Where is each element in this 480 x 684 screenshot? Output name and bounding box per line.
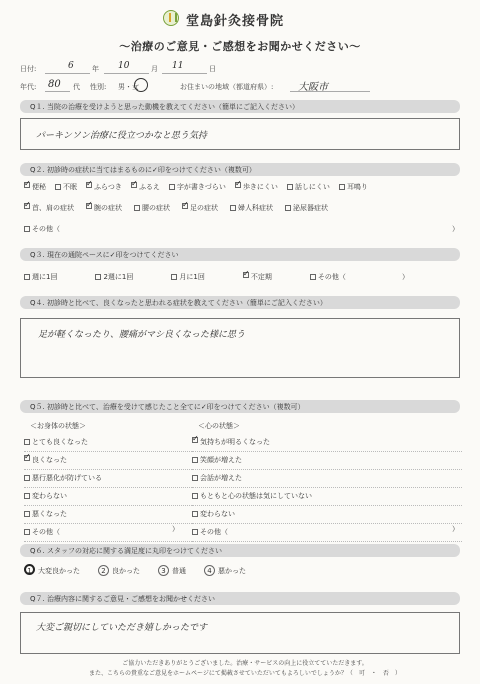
q3-pace-1-label: 2週に1回 [103, 273, 134, 281]
q5-body-header: ＜お身体の状態＞ [30, 422, 86, 430]
q5-mind-5-checkbox[interactable] [192, 529, 198, 535]
q2-symptom-3-label: ふるえ [138, 183, 160, 191]
q2-area-2-label: 腰の症状 [142, 204, 170, 212]
q2-symptom-1-label: 不眠 [63, 183, 77, 191]
q6-option-3[interactable] [204, 565, 246, 576]
q5-body-5-label: その他（ [32, 528, 60, 536]
q2-symptom-6-checkbox[interactable] [287, 184, 293, 190]
q2-symptom-7[interactable] [339, 182, 368, 192]
q2-other-label: その他（ [32, 225, 60, 233]
q2-symptom-0[interactable] [24, 182, 46, 192]
q5-mind-2-checkbox[interactable] [192, 475, 198, 481]
q2-symptom-4[interactable] [169, 182, 226, 192]
q6-option-1[interactable] [98, 565, 140, 576]
q2-area-5-label: 泌尿器症状 [293, 204, 328, 212]
q3-pace-0[interactable] [24, 272, 57, 282]
q5-mind-0-checkbox[interactable] [192, 437, 198, 443]
q5-body-0[interactable] [24, 434, 194, 452]
q2-symptom-3-checkbox[interactable] [131, 182, 137, 188]
age-label: 年代: [20, 83, 37, 91]
q3-pace-3-label: 不定期 [250, 273, 272, 281]
q5-body-1[interactable] [24, 452, 194, 470]
q5-mind-4-label: 変わらない [200, 510, 235, 518]
q6-option-number[interactable]: 1 [24, 564, 35, 575]
day-line [162, 73, 207, 74]
q3-question: Q３. 現在の通院ペースに✓印をつけてください [20, 248, 460, 261]
area-label: お住まいの地域（都道府県）: [180, 83, 274, 91]
q6-option-2[interactable] [158, 565, 186, 576]
q5-body-0-checkbox[interactable] [24, 439, 30, 445]
q6-option-label: 大変良かった [38, 567, 80, 575]
q2-question: Q２. 初診時の症状に当てはまるものに✓印をつけてください（複数可） [20, 163, 460, 176]
q5-body-4[interactable] [24, 506, 194, 524]
q1-question: Q１. 当院の治療を受けようと思った動機を教えてください（簡単にご記入ください） [20, 100, 460, 113]
q3-pace-4[interactable] [310, 272, 346, 282]
q5-body-3-label: 変わらない [32, 492, 67, 500]
q2-symptom-0-label: 便秘 [32, 183, 46, 191]
q2-symptom-6-label: 話しにくい [294, 183, 330, 191]
q3-pace-4-label: その他（ [317, 273, 346, 281]
q2-area-1-checkbox[interactable] [86, 203, 92, 209]
q2-symptom-6[interactable] [287, 182, 330, 192]
q2-symptom-1[interactable] [55, 182, 77, 192]
q1-answer: パーキンソン治療に役立つかなと思う気持 [36, 131, 207, 141]
q2-symptom-row-1 [24, 182, 464, 192]
q5-mind-5-label: その他（ [200, 528, 228, 536]
q2-area-5-checkbox[interactable] [285, 205, 291, 211]
q5-mind-3-label: もともと心の状態は気にしていない [200, 492, 312, 500]
q2-area-2-checkbox[interactable] [134, 205, 140, 211]
date-label: 日付: [20, 65, 37, 73]
q5-body-close: ） [172, 525, 179, 533]
day-value: 11 [172, 61, 184, 71]
q3-pace-3[interactable] [243, 272, 272, 282]
q3-pace-4-checkbox[interactable] [310, 274, 316, 280]
q5-body-1-checkbox[interactable] [24, 455, 30, 461]
q6-option-number[interactable]: 2 [98, 565, 109, 576]
q5-body-3[interactable] [24, 488, 194, 506]
q5-mind-0-label: 気持ちが明るくなった [200, 438, 270, 446]
q2-area-4-label: 婦人科症状 [238, 204, 273, 212]
q3-pace-2-label: 月に1回 [179, 273, 205, 281]
q2-symptom-0-checkbox[interactable] [24, 182, 30, 188]
q5-body-5-checkbox[interactable] [24, 529, 30, 535]
q3-other-close: ） [402, 273, 409, 281]
form-subtitle: ～治療のご意見・ご感想をお聞かせください～ [119, 40, 361, 53]
age-unit: 代 [73, 83, 80, 91]
q2-symptom-2-label: ふらつき [94, 183, 122, 191]
q5-mind-options [192, 434, 462, 542]
q5-body-0-label: とても良くなった [32, 438, 88, 446]
q2-area-4-checkbox[interactable] [230, 205, 236, 211]
q2-symptom-2[interactable] [86, 182, 122, 192]
q5-body-3-checkbox[interactable] [24, 493, 30, 499]
q6-option-number[interactable]: 3 [158, 565, 169, 576]
q7-question: Q７. 治療内容に関するご意見・ご感想をお聞かせください [20, 592, 460, 605]
month-value: 10 [118, 61, 130, 71]
q2-symptom-7-checkbox[interactable] [339, 184, 345, 190]
q3-pace-1[interactable] [95, 272, 133, 282]
q5-body-4-label: 悪くなった [32, 510, 67, 518]
year-line [45, 73, 90, 74]
q2-symptom-4-label: 字が書きづらい [176, 183, 226, 191]
q5-body-2-checkbox[interactable] [24, 475, 30, 481]
q5-mind-2[interactable] [192, 470, 462, 488]
q3-pace-3-checkbox[interactable] [243, 272, 249, 278]
q6-option-0[interactable] [24, 564, 80, 576]
q2-symptom-7-label: 耳鳴り [346, 183, 368, 191]
q2-symptom-1-checkbox[interactable] [55, 184, 61, 190]
q2-other-close: ） [452, 225, 459, 233]
q2-symptom-5-label: 歩きにくい [242, 183, 278, 191]
q5-mind-1-checkbox[interactable] [192, 457, 198, 463]
q3-pace-2[interactable] [171, 272, 204, 282]
gender-circle-mark [134, 78, 148, 92]
q5-mind-1[interactable] [192, 452, 462, 470]
q2-area-3-checkbox[interactable] [182, 203, 188, 209]
month-line [104, 73, 149, 74]
q6-question: Q６. スタッフの対応に関する満足度に丸印をつけてください [20, 544, 460, 557]
footer-permission: また、こちらの貴重なご意見をホームページにて掲載させていただいてもよろしいでしょうか？（ 可 ・ 否 ） [89, 670, 401, 677]
q3-pace-0-label: 週に1回 [32, 273, 58, 281]
clinic-name: 堂島針灸接骨院 [186, 14, 285, 29]
q2-other[interactable] [24, 224, 60, 234]
q7-answer-box[interactable] [20, 612, 460, 654]
year-unit: 年 [92, 65, 99, 73]
q5-mind-close: ） [452, 525, 459, 533]
q2-symptom-5-checkbox[interactable] [235, 182, 241, 188]
q7-answer: 大変ご親切にしていただき嬉しかったです [36, 623, 208, 633]
q5-mind-2-label: 会話が増えた [200, 474, 242, 482]
q2-area-5[interactable] [285, 203, 328, 213]
q6-satisfaction-options [24, 564, 464, 576]
q3-pace-2-checkbox[interactable] [171, 274, 177, 280]
q2-symptom-2-checkbox[interactable] [86, 182, 92, 188]
q2-symptom-row-2 [24, 203, 464, 213]
q5-mind-0[interactable] [192, 434, 462, 452]
area-value: 大阪市 [298, 82, 328, 93]
q2-area-4[interactable] [230, 203, 273, 213]
q5-body-2[interactable] [24, 470, 194, 488]
q6-option-label: 悪かった [218, 567, 246, 575]
q2-area-1-label: 腕の症状 [94, 204, 122, 212]
q5-body-4-checkbox[interactable] [24, 511, 30, 517]
footer-thanks: ご協力いただきありがとうございました。治療・サービスの向上に役立てていただきます。 [122, 660, 368, 667]
q4-answer: 足が軽くなったり、腰痛がマシ良くなった様に思う [38, 330, 246, 340]
q5-mind-4-checkbox[interactable] [192, 511, 198, 517]
q2-area-3[interactable] [182, 203, 218, 213]
q5-mind-1-label: 笑顔が増えた [200, 456, 242, 464]
q5-mind-3[interactable] [192, 488, 462, 506]
day-unit: 日 [209, 65, 216, 73]
q2-area-0-label: 首、肩の症状 [32, 204, 74, 212]
q5-mind-header: ＜心の状態＞ [198, 422, 240, 430]
gender-options: 男・女 [118, 83, 139, 91]
q6-option-number[interactable]: 4 [204, 565, 215, 576]
q2-symptom-5[interactable] [235, 182, 278, 192]
year-value: 6 [68, 61, 74, 71]
q2-symptom-4-checkbox[interactable] [169, 184, 175, 190]
q5-mind-4[interactable] [192, 506, 462, 524]
q2-area-3-label: 足の症状 [190, 204, 218, 212]
q2-area-0-checkbox[interactable] [24, 203, 30, 209]
month-unit: 月 [151, 65, 158, 73]
q6-option-label: 普通 [172, 567, 186, 575]
age-value: 80 [48, 79, 61, 90]
q2-area-1[interactable] [86, 203, 122, 213]
q4-question: Q４. 初診時と比べて、良くなったと思われる症状を教えてください（簡単にご記入ください） [20, 296, 460, 309]
q3-pace-options [24, 272, 464, 282]
q5-body-5[interactable] [24, 524, 194, 542]
q3-pace-1-checkbox[interactable] [95, 274, 101, 280]
q5-body-options [24, 434, 194, 542]
q5-mind-3-checkbox[interactable] [192, 493, 198, 499]
q5-body-2-label: 悪行悪化が防げている [32, 474, 102, 482]
q5-body-1-label: 良くなった [32, 456, 67, 464]
gender-label: 性別: [90, 83, 107, 91]
q5-mind-5[interactable] [192, 524, 462, 542]
clinic-logo-icon [163, 10, 179, 26]
q2-area-0[interactable] [24, 203, 74, 213]
q2-symptom-3[interactable] [131, 182, 160, 192]
q3-pace-0-checkbox[interactable] [24, 274, 30, 280]
age-line [45, 91, 70, 92]
q5-question: Q５. 初診時と比べて、治療を受けて感じたこと全てに✓印をつけてください（複数可） [20, 400, 460, 413]
q2-area-2[interactable] [134, 203, 170, 213]
q6-option-label: 良かった [112, 567, 140, 575]
